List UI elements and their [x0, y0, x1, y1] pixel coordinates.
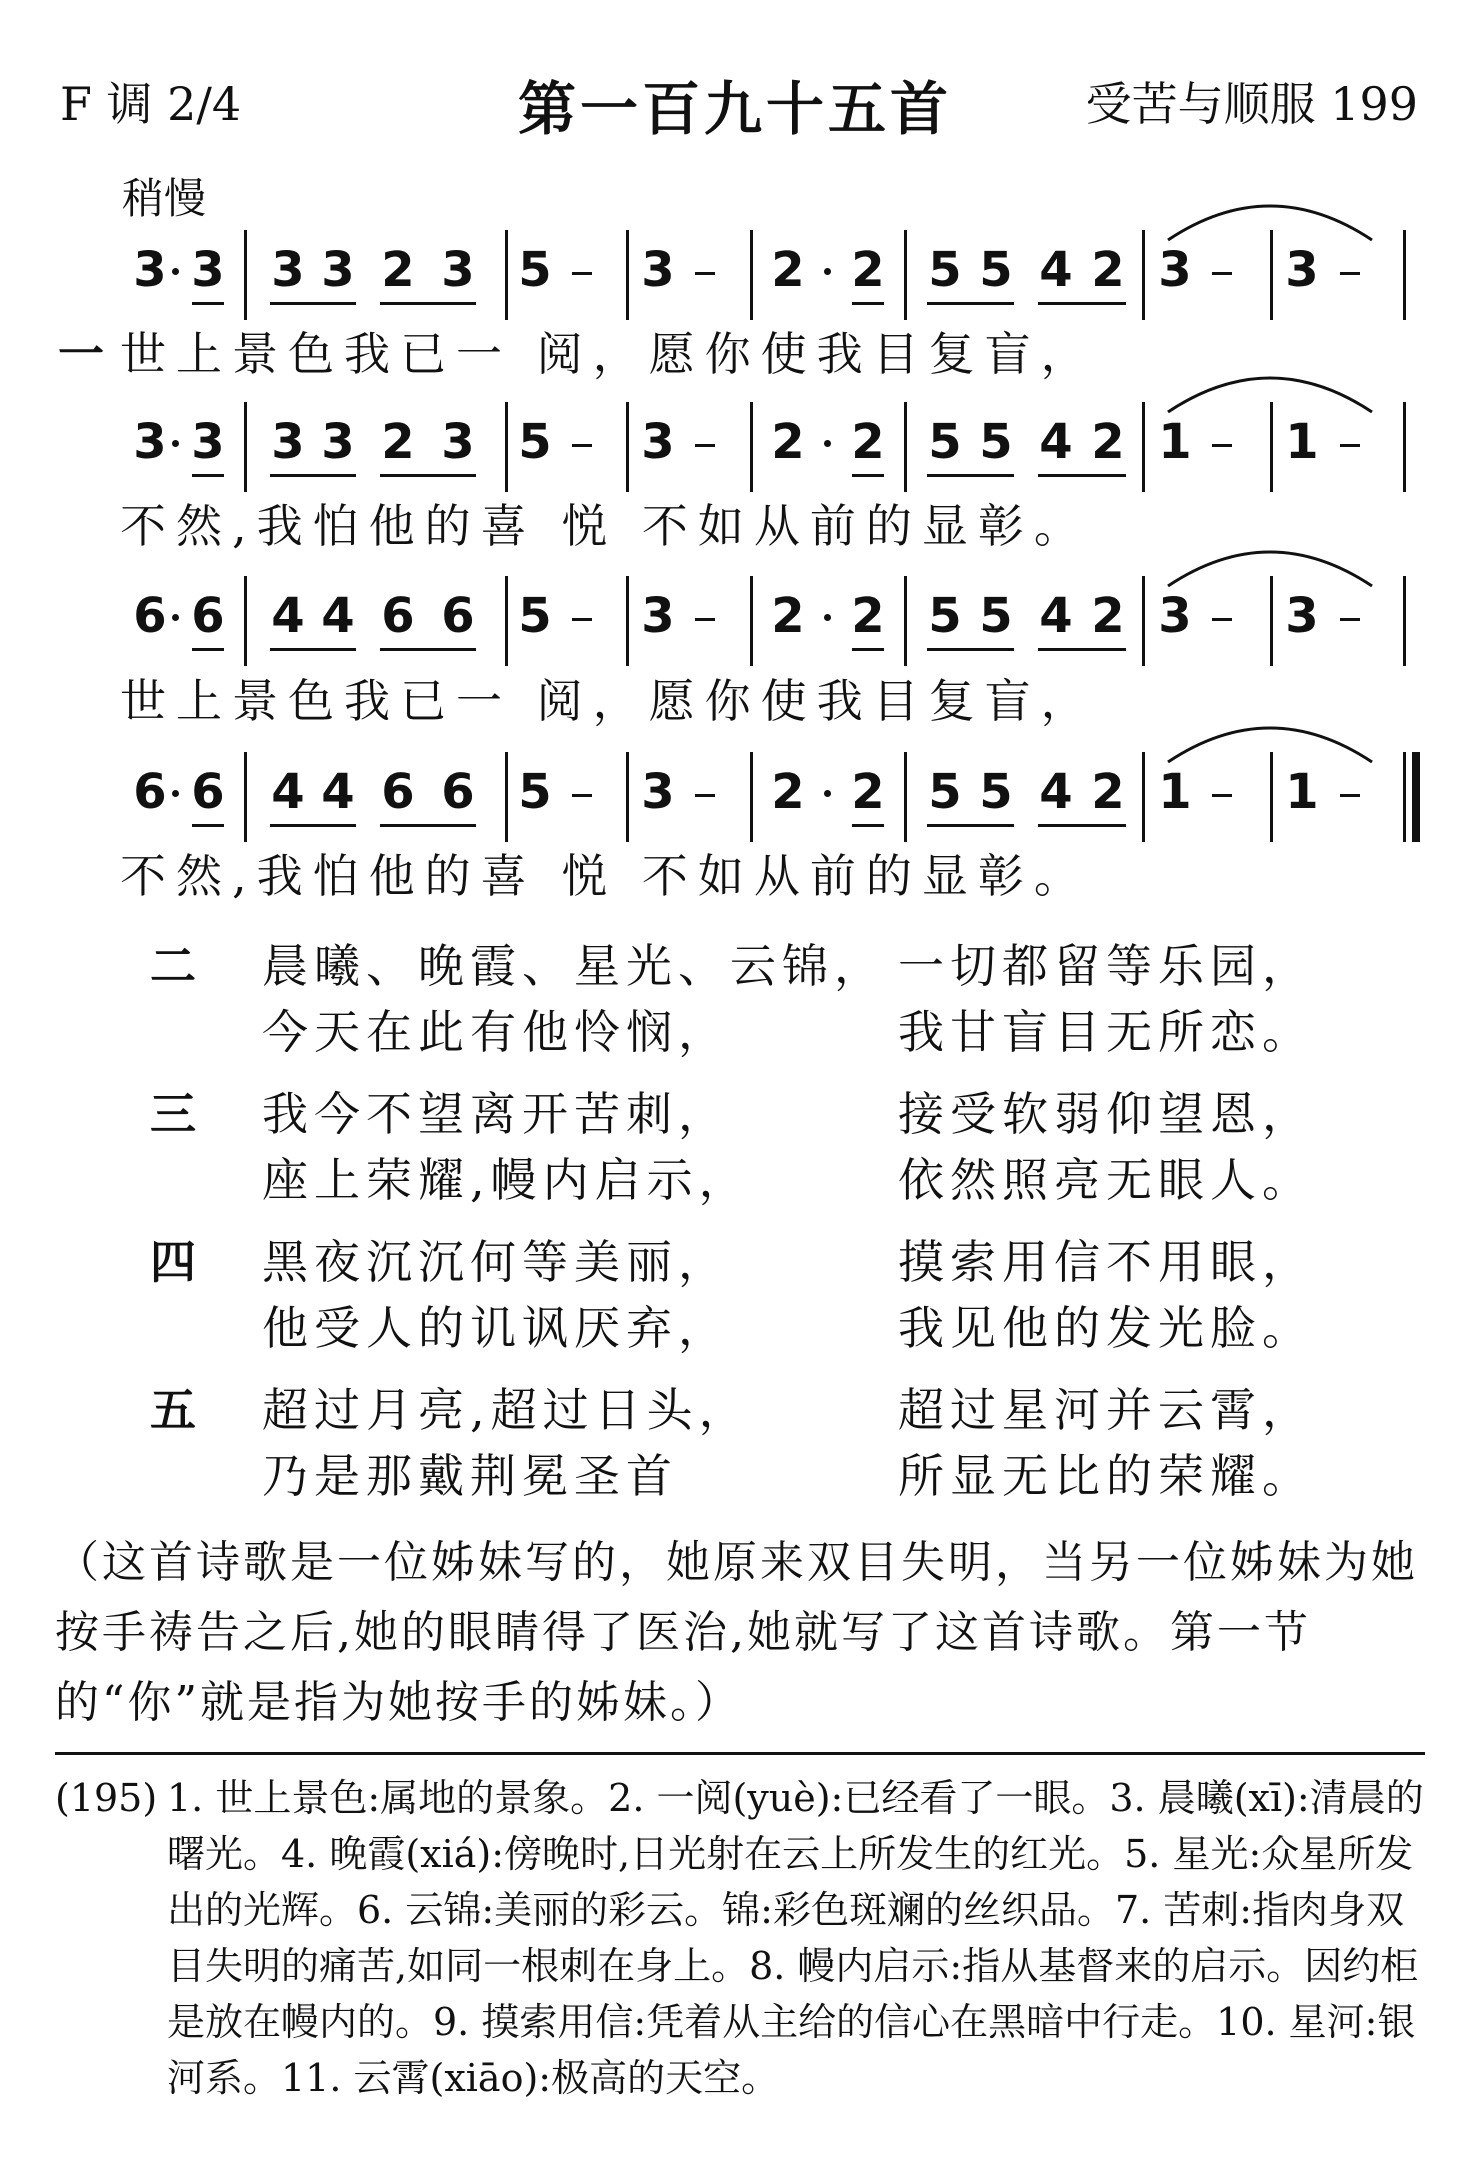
- hymn-category: 受苦与顺服 199: [1085, 77, 1418, 131]
- barline: [904, 230, 907, 320]
- dash: [1212, 272, 1232, 275]
- tempo-marking: 稍慢: [122, 174, 207, 223]
- underline: [1038, 474, 1126, 477]
- tie-arc: [1160, 194, 1380, 244]
- barline: [1142, 402, 1145, 492]
- note: 3: [191, 414, 225, 470]
- note: 6: [441, 588, 475, 644]
- dash: [572, 618, 592, 621]
- note: 3: [641, 414, 675, 470]
- note: 3: [1158, 242, 1192, 298]
- barline: [505, 576, 508, 666]
- note: 6: [133, 588, 167, 644]
- underline: [852, 474, 884, 477]
- note: 3: [641, 588, 675, 644]
- underline: [380, 474, 476, 477]
- note: 6: [191, 588, 225, 644]
- note: 6: [133, 764, 167, 820]
- header-key-time: F 调 2/4: [60, 77, 242, 131]
- underline: [852, 648, 884, 651]
- note: 6: [441, 764, 475, 820]
- augmentation-dot: [824, 790, 831, 797]
- note: 5: [928, 414, 962, 470]
- underline: [380, 648, 476, 651]
- augmentation-dot: [824, 614, 831, 621]
- note: 2: [1091, 414, 1125, 470]
- barline: [904, 752, 907, 842]
- dash: [695, 272, 715, 275]
- barline: [904, 576, 907, 666]
- barline: [626, 402, 629, 492]
- underline: [927, 302, 1014, 305]
- tie-arc: [1160, 366, 1380, 416]
- underline: [1038, 302, 1126, 305]
- underline: [380, 824, 476, 827]
- lyric-line: 世上景色我已一 阅，愿你使我目复盲，: [120, 327, 1097, 381]
- note: 5: [928, 764, 962, 820]
- note: 6: [381, 588, 415, 644]
- verse-line: 今天在此有他怜悯，: [262, 1005, 730, 1059]
- note: 3: [133, 242, 167, 298]
- note: 5: [518, 764, 552, 820]
- dash: [1212, 618, 1232, 621]
- note: 2: [771, 588, 805, 644]
- barline: [626, 752, 629, 842]
- underline: [270, 824, 356, 827]
- note: 4: [1039, 588, 1073, 644]
- note: 4: [321, 588, 355, 644]
- verse-line: 超过月亮,超过日头，: [262, 1383, 751, 1437]
- verse-line: 他受人的讥讽厌弃，: [262, 1301, 730, 1355]
- tie-arc: [1160, 540, 1380, 590]
- barline: [1403, 230, 1406, 320]
- barline: [1142, 230, 1145, 320]
- note: 5: [979, 588, 1013, 644]
- note: 4: [1039, 414, 1073, 470]
- dash: [1340, 444, 1360, 447]
- note: 4: [321, 764, 355, 820]
- barline: [505, 752, 508, 842]
- note: 2: [851, 414, 885, 470]
- barline: [750, 230, 753, 320]
- barline: [750, 402, 753, 492]
- note: 3: [133, 414, 167, 470]
- note: 2: [381, 414, 415, 470]
- barline: [505, 402, 508, 492]
- dash: [695, 618, 715, 621]
- underline: [192, 648, 224, 651]
- underline: [927, 474, 1014, 477]
- verse-line: 所显无比的荣耀。: [898, 1449, 1314, 1503]
- augmentation-dot: [824, 268, 831, 275]
- dash: [572, 272, 592, 275]
- footnote-text: 1. 世上景色:属地的景象。2. 一阅(yuè):已经看了一眼。3. 晨曦(xī):清晨的曙光。4. 晚霞(xiá):傍晚时,日光射在云上所发生的红光。5. 星光:众星所发出的光辉。6. 云锦:美丽的彩云。锦:彩色斑斓的丝织品。7. 苦刺:指肉身双目失明的痛苦,如同一根刺在身上。8. 幔内启示:指从基督来的启示。因约柜是放在幔内的。9. 摸索用信:凭着从主给的信心在黑暗中行走。10. 星河:银河系。11. 云霄(xiāo):极高的天空。: [167, 1776, 1424, 2100]
- note: 2: [381, 242, 415, 298]
- verse-line: 超过星河并云霄，: [898, 1383, 1314, 1437]
- note: 3: [641, 764, 675, 820]
- augmentation-dot: [824, 440, 831, 447]
- verse-line: 接受软弱仰望恩，: [898, 1087, 1314, 1141]
- note-paragraph: （这首诗歌是一位姊妹写的，她原来双目失明，当另一位姊妹为她按手祷告之后,她的眼睛得了医治,她就写了这首诗歌。第一节的“你”就是指为她按手的姊妹。）: [55, 1537, 1418, 1728]
- lyric-verse-number: 一: [58, 327, 104, 381]
- note: 5: [928, 242, 962, 298]
- augmentation-dot: [172, 614, 179, 621]
- barline: [904, 402, 907, 492]
- underline: [270, 302, 356, 305]
- note: 5: [979, 414, 1013, 470]
- note: 1: [1285, 414, 1319, 470]
- barline: [750, 576, 753, 666]
- note: 4: [271, 764, 305, 820]
- note: 5: [518, 414, 552, 470]
- verse-line: 我见他的发光脸。: [898, 1301, 1314, 1355]
- barline: [244, 402, 247, 492]
- verse-line: 我甘盲目无所恋。: [898, 1005, 1314, 1059]
- dash: [695, 444, 715, 447]
- verse-line: 一切都留等乐园，: [898, 939, 1314, 993]
- barline: [626, 576, 629, 666]
- lyric-line: 不然,我怕他的喜 悦 不如从前的显彰。: [120, 849, 1090, 903]
- dash: [572, 794, 592, 797]
- dash: [1212, 444, 1232, 447]
- underline: [192, 302, 224, 305]
- verse-number: 四: [150, 1235, 196, 1289]
- note: 5: [979, 764, 1013, 820]
- final-barline-thick: [1412, 752, 1420, 842]
- barline: [626, 230, 629, 320]
- verse-line: 晨曦、晚霞、星光、云锦，: [262, 939, 886, 993]
- note: 3: [1285, 588, 1319, 644]
- note: 2: [771, 242, 805, 298]
- note: 3: [441, 414, 475, 470]
- note: 1: [1285, 764, 1319, 820]
- tie-arc: [1160, 716, 1380, 766]
- verse-number: 三: [150, 1087, 196, 1141]
- verse-number: 二: [150, 939, 196, 993]
- barline: [1403, 402, 1406, 492]
- dash: [695, 794, 715, 797]
- note: 3: [321, 414, 355, 470]
- lyric-line: 不然,我怕他的喜 悦 不如从前的显彰。: [120, 499, 1090, 553]
- dash: [1212, 794, 1232, 797]
- underline: [1038, 648, 1126, 651]
- footnote: [55, 1770, 1425, 2106]
- verse-line: 摸索用信不用眼，: [898, 1235, 1314, 1289]
- note: 3: [641, 242, 675, 298]
- underline: [852, 302, 884, 305]
- note: 3: [1285, 242, 1319, 298]
- final-barline: [1403, 752, 1406, 842]
- verse-line: 依然照亮无眼人。: [898, 1153, 1314, 1207]
- note: 4: [271, 588, 305, 644]
- divider: [55, 1752, 1425, 1755]
- underline: [1038, 824, 1126, 827]
- underline: [927, 648, 1014, 651]
- note: 5: [928, 588, 962, 644]
- underline: [270, 474, 356, 477]
- note: 2: [1091, 764, 1125, 820]
- note: 2: [1091, 242, 1125, 298]
- barline: [244, 576, 247, 666]
- note: 6: [381, 764, 415, 820]
- hymn-title: 第一百九十五首: [517, 75, 953, 143]
- note: 2: [851, 242, 885, 298]
- verse-line: 乃是那戴荆冕圣首: [262, 1449, 678, 1503]
- verse-line: 我今不望离开苦刺，: [262, 1087, 730, 1141]
- verse-line: 黑夜沉沉何等美丽，: [262, 1235, 730, 1289]
- dash: [1340, 272, 1360, 275]
- note: 1: [1158, 414, 1192, 470]
- verse-line: 座上荣耀,幔内启示，: [262, 1153, 751, 1207]
- note: 3: [321, 242, 355, 298]
- dash: [1340, 618, 1360, 621]
- barline: [1142, 752, 1145, 842]
- note: 1: [1158, 764, 1192, 820]
- dash: [1340, 794, 1360, 797]
- note: 2: [1091, 588, 1125, 644]
- note: 2: [771, 414, 805, 470]
- barline: [505, 230, 508, 320]
- underline: [270, 648, 356, 651]
- barline: [1142, 576, 1145, 666]
- barline: [750, 752, 753, 842]
- barline: [244, 752, 247, 842]
- note: 3: [191, 242, 225, 298]
- underline: [380, 302, 476, 305]
- barline: [1403, 576, 1406, 666]
- note: 5: [518, 588, 552, 644]
- underline: [192, 824, 224, 827]
- barline: [244, 230, 247, 320]
- note: 2: [851, 588, 885, 644]
- note: 4: [1039, 242, 1073, 298]
- augmentation-dot: [172, 440, 179, 447]
- lyric-line: 世上景色我已一 阅，愿你使我目复盲，: [120, 674, 1097, 728]
- note: 6: [191, 764, 225, 820]
- underline: [192, 474, 224, 477]
- note: 3: [271, 242, 305, 298]
- verse-number: 五: [150, 1383, 196, 1437]
- note: 3: [271, 414, 305, 470]
- note: 5: [518, 242, 552, 298]
- underline: [927, 824, 1014, 827]
- augmentation-dot: [172, 790, 179, 797]
- note: 2: [771, 764, 805, 820]
- note: 2: [851, 764, 885, 820]
- note: 3: [1158, 588, 1192, 644]
- underline: [852, 824, 884, 827]
- footnote-number: (195): [55, 1776, 158, 1820]
- note: 5: [979, 242, 1013, 298]
- dash: [572, 444, 592, 447]
- augmentation-dot: [172, 268, 179, 275]
- note: 4: [1039, 764, 1073, 820]
- note: 3: [441, 242, 475, 298]
